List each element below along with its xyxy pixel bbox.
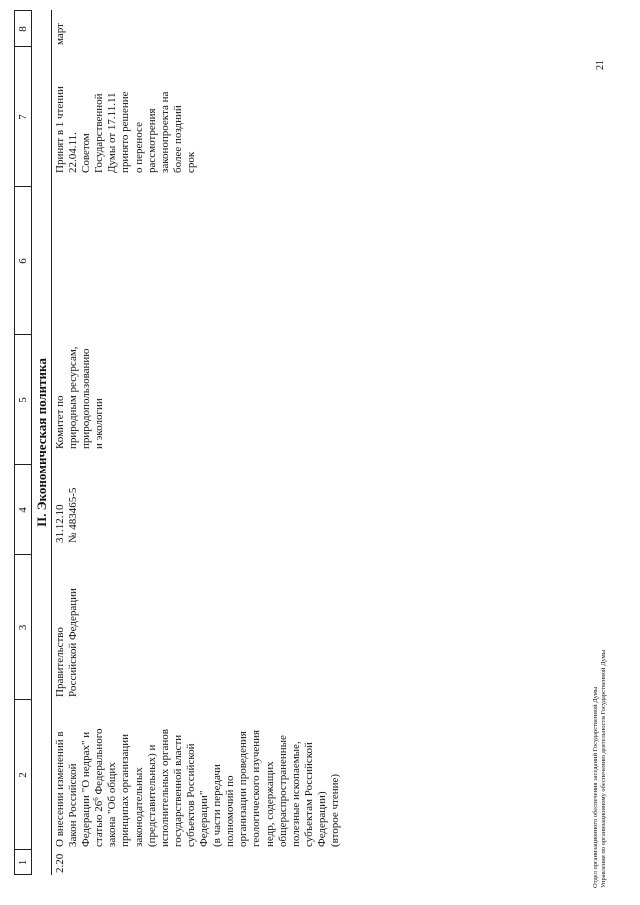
committee <box>54 337 106 449</box>
bill-title-line: Федерации "О недрах" и <box>80 731 93 847</box>
header-bottom-border <box>31 10 32 875</box>
bill-title-line: закона "Об общих <box>106 762 119 847</box>
bill-title-line: общераспространенные <box>276 735 289 847</box>
status-line: принято решение <box>119 91 132 173</box>
bill-number: № 483465-5 <box>67 487 80 543</box>
column-number: 5 <box>17 397 29 403</box>
bill-title-line: организации проведения <box>237 731 250 847</box>
bill-title-line: Федерации" <box>198 790 211 847</box>
column-number: 8 <box>17 26 29 32</box>
committee-line: природным ресурсам, <box>67 346 80 449</box>
bill-title-line: принципах организации <box>119 733 132 847</box>
status-line: срок <box>184 151 197 173</box>
section-bottom-border <box>51 10 52 875</box>
column-number: 4 <box>17 507 29 513</box>
bill-title-line: геологического изучения <box>250 729 263 847</box>
month: март <box>54 23 66 45</box>
bill-title-line: полномочий по <box>224 775 237 847</box>
bill-title-line: (второе чтение) <box>328 773 341 847</box>
bill-title-line: Закон Российской <box>67 763 80 847</box>
footer-line: Управления по организационному обеспечению деятельности Государственной Думы <box>600 649 607 888</box>
status-line: Советом <box>80 133 93 173</box>
bill-title-line: субъектам Российской <box>302 742 315 847</box>
page-footer <box>592 650 608 888</box>
committee-line: и экологии <box>93 398 106 449</box>
row-number: 2.20 <box>54 853 66 873</box>
status-line: о переносе <box>132 122 145 173</box>
committee-line: природопользованию <box>80 348 93 449</box>
legislative-table <box>14 10 341 875</box>
bill-title-line: недр, содержащих <box>263 761 276 847</box>
initiator-line: Правительство <box>54 627 66 697</box>
status-line: Думы от 17.11.11 <box>106 92 119 173</box>
bill-title-line: исполнительных органов <box>158 729 171 847</box>
section-title: II. Экономическая политика <box>34 358 49 527</box>
bill-title-line: Федерации) <box>315 791 328 847</box>
bill-title-line <box>93 701 106 847</box>
bill-registration <box>54 465 80 543</box>
bill-title-line: О внесении изменений в <box>54 731 66 847</box>
status <box>54 48 198 173</box>
bill-title-line: полезные ископаемые, <box>289 741 302 847</box>
status-line: законопроекта на <box>158 91 171 173</box>
bill-title-line: (представительных) и <box>145 744 158 847</box>
column-number: 6 <box>17 258 29 264</box>
status-line: 22.04.11. <box>67 132 80 173</box>
superscript: 6 <box>92 797 101 801</box>
column-number: 7 <box>17 114 29 120</box>
footer-line: Отдел организационного обеспечения заседаний Государственной Думы <box>592 686 599 888</box>
status-line: более поздний <box>171 105 184 173</box>
bill-title-line: государственной власти <box>171 734 184 847</box>
rotated-page-content <box>14 10 341 875</box>
committee-line: Комитет по <box>54 395 66 449</box>
initiator-line: Российской Федерации <box>67 588 80 697</box>
bill-title-line: субъектов Российской <box>184 743 197 847</box>
column-number: 1 <box>17 859 29 866</box>
bill-title-line: (в части передачи <box>211 764 224 847</box>
initiator <box>54 557 80 697</box>
status-line: Государственной <box>93 93 106 173</box>
page-number: 21 <box>595 60 606 70</box>
bill-title-line-part: Федерального <box>93 728 106 795</box>
column-number: 3 <box>17 624 29 631</box>
registration-date: 31.12.10 <box>54 504 66 543</box>
bill-title-line: законодательных <box>132 767 145 847</box>
status-line: рассмотрения <box>145 108 158 173</box>
column-number: 2 <box>17 772 29 778</box>
status-line: Принят в 1 чтении <box>54 86 66 173</box>
bill-title-line-part: статью 26 <box>93 800 106 847</box>
bill-title <box>54 701 342 847</box>
